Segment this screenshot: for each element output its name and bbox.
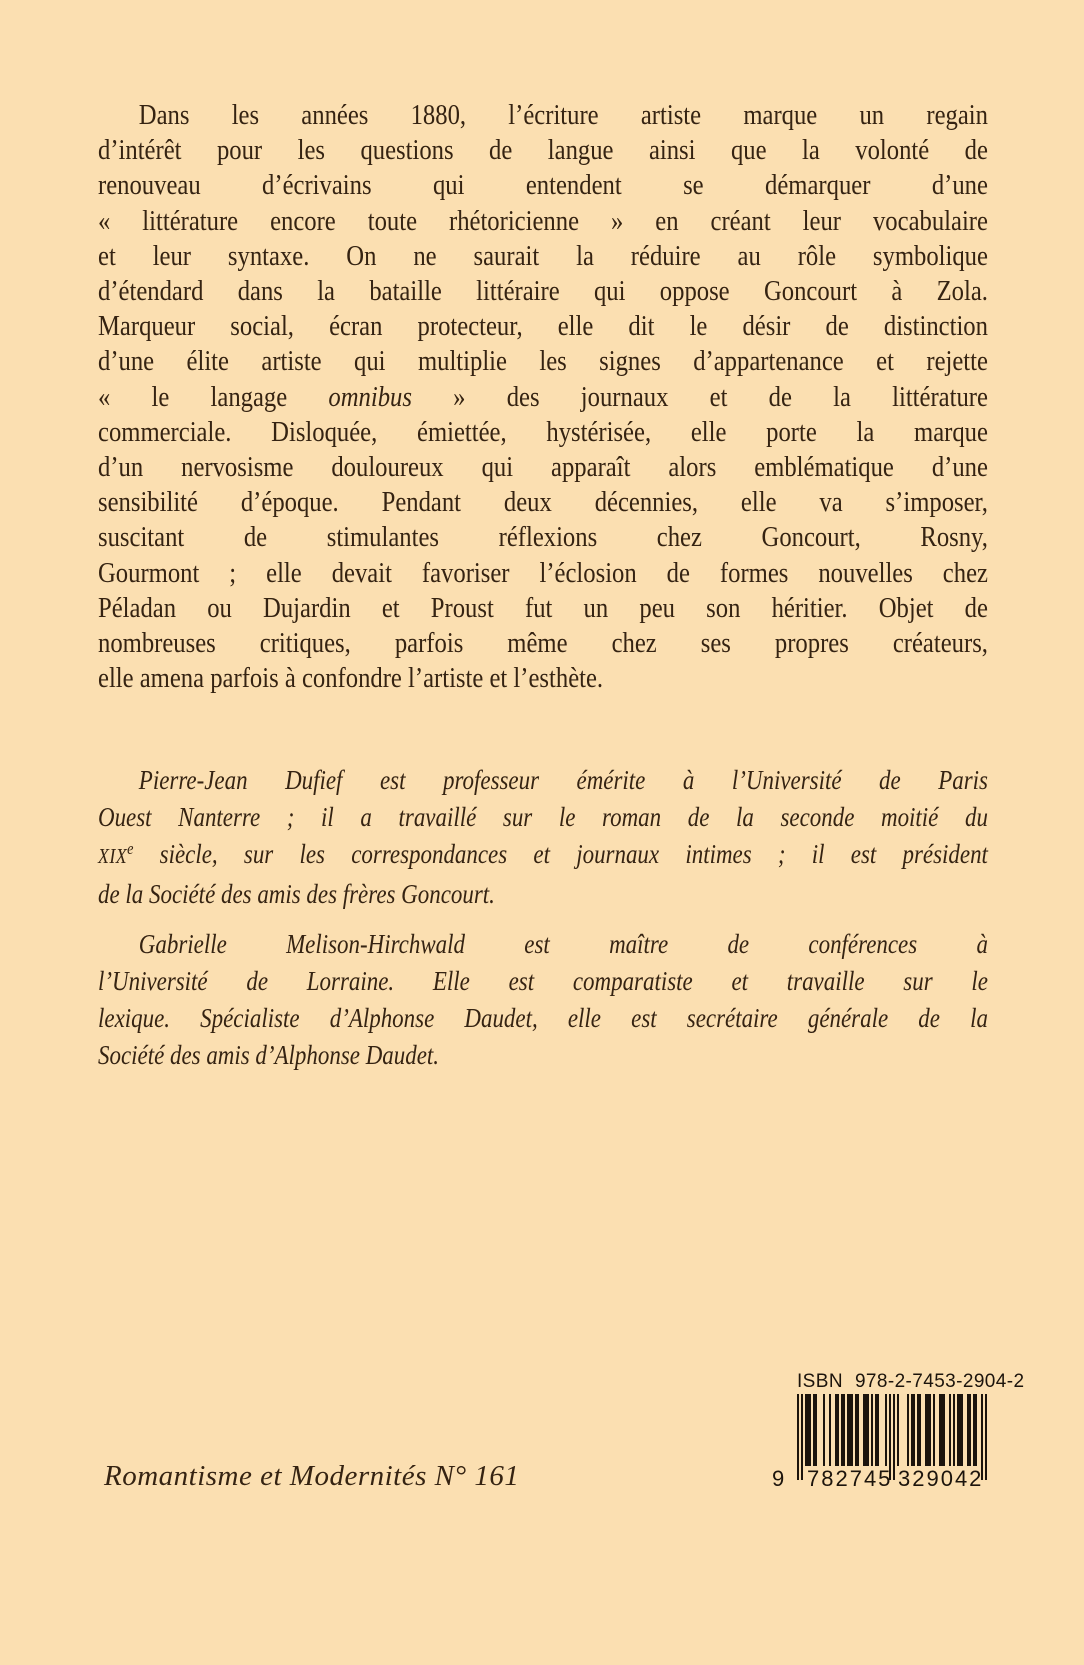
text-line: « littérature encore toute rhétoricienne » en créant leur vocabulaire (98, 204, 988, 237)
text-line: Gourmont ; elle devait favoriser l’éclosion de formes nouvelles chez (98, 556, 988, 589)
text-line: elle amena parfois à confondre l’artiste et l’esthète. (98, 662, 604, 695)
isbn-value: 978-2-7453-2904-2 (854, 1371, 1025, 1392)
isbn-label: ISBN (797, 1371, 843, 1392)
text-line: suscitant de stimulantes réflexions chez Goncourt, Rosny, (98, 521, 988, 554)
text-line: nombreuses critiques, parfois même chez ses propres créateurs, (98, 627, 988, 660)
text-line: d’intérêt pour les questions de langue ainsi que la volonté de (98, 134, 988, 167)
author-bio-melison-hirchwald (98, 926, 988, 1074)
text-line: l’Université de Lorraine. Elle est comparatiste et travaille sur le (98, 966, 988, 996)
text-line: renouveau d’écrivains qui entendent se démarquer d’une (98, 169, 988, 202)
text-line: Dans les années 1880, l’écriture artiste marque un regain (138, 99, 988, 131)
isbn-line (797, 1371, 1024, 1393)
text-line: Ouest Nanterre ; il a travaillé sur le roman de la seconde moitié du (98, 802, 988, 832)
text-line: d’une élite artiste qui multiplie les signes d’appartenance et rejette (98, 345, 988, 378)
collection-label: Romantisme et Modernités N° 161 (104, 1460, 520, 1492)
text-line: d’un nervosisme douloureux qui apparaît alors emblématique d’une (98, 451, 988, 484)
text-line: Marqueur social, écran protecteur, elle dit le désir de distinction (98, 310, 988, 343)
text-line: Péladan ou Dujardin et Proust fut un peu son héritier. Objet de (98, 591, 988, 624)
text-line: Gabrielle Melison-Hirchwald est maître de conférences à (138, 929, 988, 959)
text-line: commerciale. Disloquée, émiettée, hystérisée, elle porte la marque (98, 415, 988, 448)
text-line: et leur syntaxe. On ne saurait la réduire au rôle symbolique (98, 239, 988, 272)
barcode-digit-group: 329042 (898, 1466, 984, 1491)
barcode-digit-group: 782745 (807, 1466, 893, 1491)
barcode-digit-group: 9 (772, 1466, 785, 1491)
text-line: Société des amis d’Alphonse Daudet. (98, 1040, 439, 1070)
synopsis-paragraph (98, 98, 988, 696)
text-line: XIXe siècle, sur les correspondances et journaux intimes ; il est président (98, 838, 988, 869)
barcode (772, 1394, 987, 1492)
author-bio-dufief (98, 762, 988, 913)
text-line: de la Société des amis des frères Goncourt. (98, 879, 495, 909)
text-line: d’étendard dans la bataille littéraire qui oppose Goncourt à Zola. (98, 275, 988, 308)
text-line: sensibilité d’époque. Pendant deux décennies, elle va s’imposer, (98, 486, 988, 519)
text-line: lexique. Spécialiste d’Alphonse Daudet, elle est secrétaire générale de la (98, 1003, 988, 1033)
text-line: « le langage omnibus » des journaux et de la littérature (98, 380, 988, 413)
text-line: Pierre-Jean Dufief est professeur émérite à l’Université de Paris (138, 765, 988, 795)
